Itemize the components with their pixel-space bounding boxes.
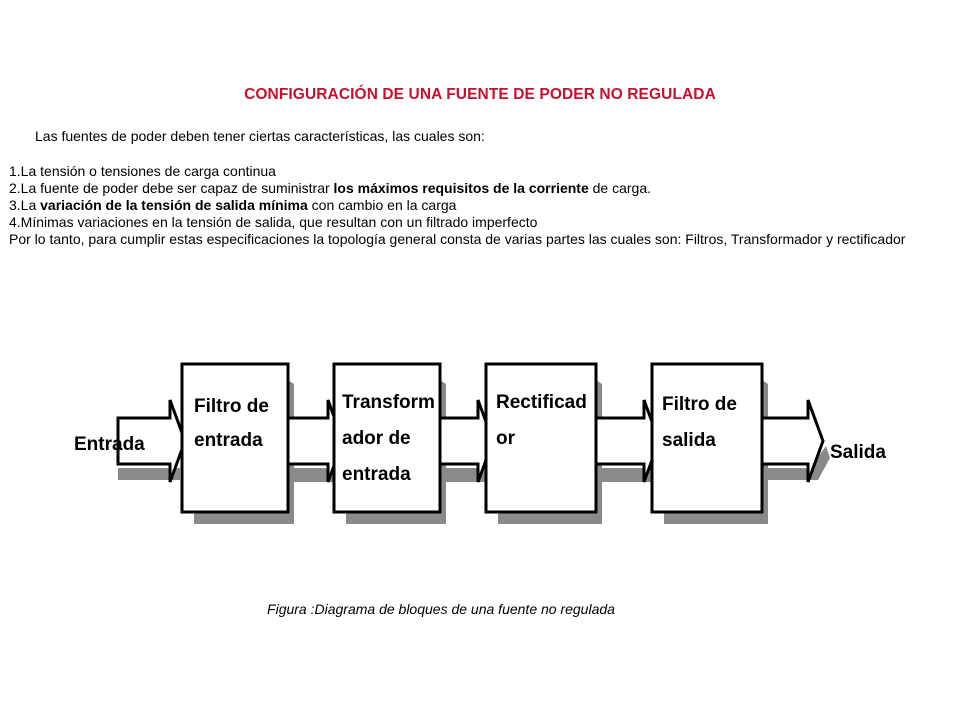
block-diagram <box>70 340 890 560</box>
input-label: Entrada <box>74 434 145 455</box>
requirement-2-text: 2.La fuente de poder debe ser capaz de suministrar <box>9 180 334 196</box>
requirement-2 <box>9 180 957 197</box>
requirement-3 <box>9 197 957 214</box>
intro-text: Las fuentes de poder deben tener ciertas características, las cuales son: <box>35 128 485 144</box>
requirements-list <box>9 163 957 248</box>
requirement-2-tail: de carga. <box>588 180 652 196</box>
page-title: CONFIGURACIÓN DE UNA FUENTE DE PODER NO REGULADA <box>244 86 716 103</box>
requirement-3-text: 3.La <box>9 197 41 213</box>
requirement-1: 1.La tensión o tensiones de carga continua <box>9 163 276 179</box>
block-1-line-1: Filtro de <box>194 396 269 417</box>
block-3-line-2: or <box>496 428 515 449</box>
block-4-line-2: salida <box>662 430 716 451</box>
requirement-4: 4.Mínimas variaciones en la tensión de salida, que resultan con un filtrado imperfecto <box>9 214 538 230</box>
requirement-3-tail: con cambio en la carga <box>307 197 457 213</box>
block-2-line-3: entrada <box>342 464 411 485</box>
block-2-line-2: ador de <box>342 428 411 449</box>
block-2-line-1: Transform <box>342 392 435 413</box>
block-1-line-2: entrada <box>194 430 263 451</box>
output-label: Salida <box>830 442 886 463</box>
figure-caption: Figura :Diagrama de bloques de una fuente no regulada <box>267 601 615 617</box>
requirement-2-emphasis: los máximos requisitos de la corriente <box>333 180 589 196</box>
block-4-line-1: Filtro de <box>662 394 737 415</box>
requirement-3-emphasis: variación de la tensión de salida mínima <box>40 197 308 213</box>
conclusion-text: Por lo tanto, para cumplir estas especificaciones la topología general consta de varias partes las cuales son: Filtros, Transformador y rectificador <box>9 231 906 247</box>
block-3-line-1: Rectificad <box>496 392 587 413</box>
